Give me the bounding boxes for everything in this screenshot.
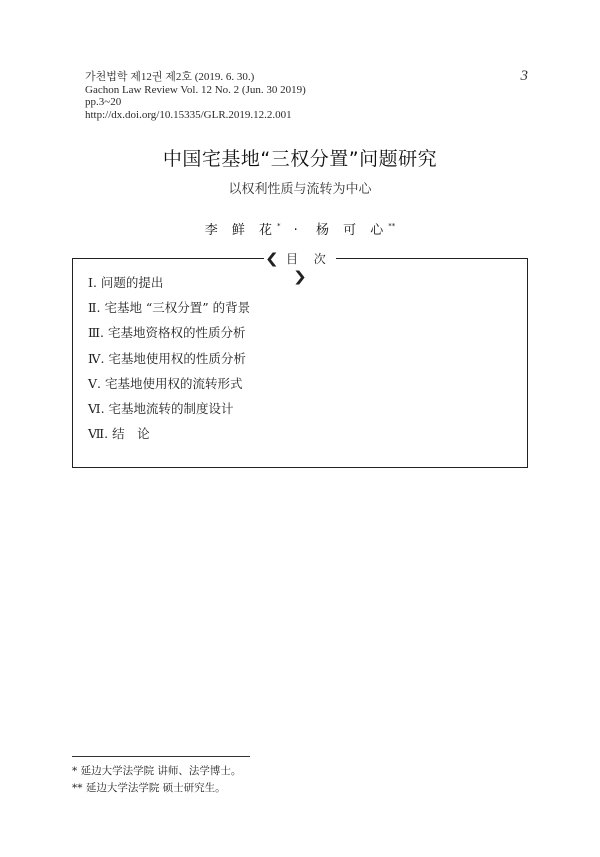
author-footnote-mark-second: ** <box>388 222 396 230</box>
journal-info <box>85 71 306 121</box>
journal-info-english: Gachon Law Review Vol. 12 No. 2 (Jun. 30 2019) <box>85 83 306 96</box>
toc-item[interactable]: Ⅲ. 宅基地资格权的性质分析 <box>88 325 246 341</box>
chevron-left-icon: ❮ <box>265 251 280 267</box>
author-name-first: 李 鲜 花 <box>204 223 278 238</box>
toc-item[interactable]: Ⅳ. 宅基地使用权的性质分析 <box>88 350 246 366</box>
authors <box>0 219 600 238</box>
author-footnote-mark-first: * <box>277 222 281 230</box>
journal-info-korean: 가천법학 제12권 제2호 (2019. 6. 30.) <box>85 71 255 83</box>
footnotes <box>72 763 241 797</box>
footnote-first-author: * 延边大学法学院 讲师、法学博士。 <box>72 765 242 777</box>
footnote-second-author: ** 延边大学法学院 硕士研究生。 <box>72 782 226 794</box>
page-number: 3 <box>520 68 528 84</box>
chevron-right-icon: ❯ <box>292 269 308 285</box>
journal-pages: pp.3~20 <box>85 96 122 108</box>
toc-item[interactable]: Ⅶ. 结 论 <box>88 426 150 442</box>
toc-item[interactable]: Ⅵ. 宅基地流转的制度设计 <box>88 400 234 416</box>
toc-heading <box>264 250 336 285</box>
paper-subtitle: 以权利性质与流转为中心 <box>228 182 372 197</box>
paper-title: 中国宅基地“三权分置”问题研究 <box>162 148 438 170</box>
author-name-second: 杨 可 心 <box>315 223 389 238</box>
footnote-divider <box>72 756 250 757</box>
toc-item[interactable]: Ⅰ. 问题的提出 <box>88 275 164 290</box>
toc-item[interactable]: Ⅴ. 宅基地使用权的流转形式 <box>88 375 243 391</box>
toc-list <box>88 274 250 450</box>
toc-item[interactable]: Ⅱ. 宅基地 “三权分置” 的背景 <box>88 300 251 316</box>
author-separator: · <box>293 223 303 238</box>
doi-link[interactable]: http://dx.doi.org/10.15335/GLR.2019.12.2.001 <box>85 108 292 121</box>
toc-heading-text: 目 次 <box>285 252 332 266</box>
